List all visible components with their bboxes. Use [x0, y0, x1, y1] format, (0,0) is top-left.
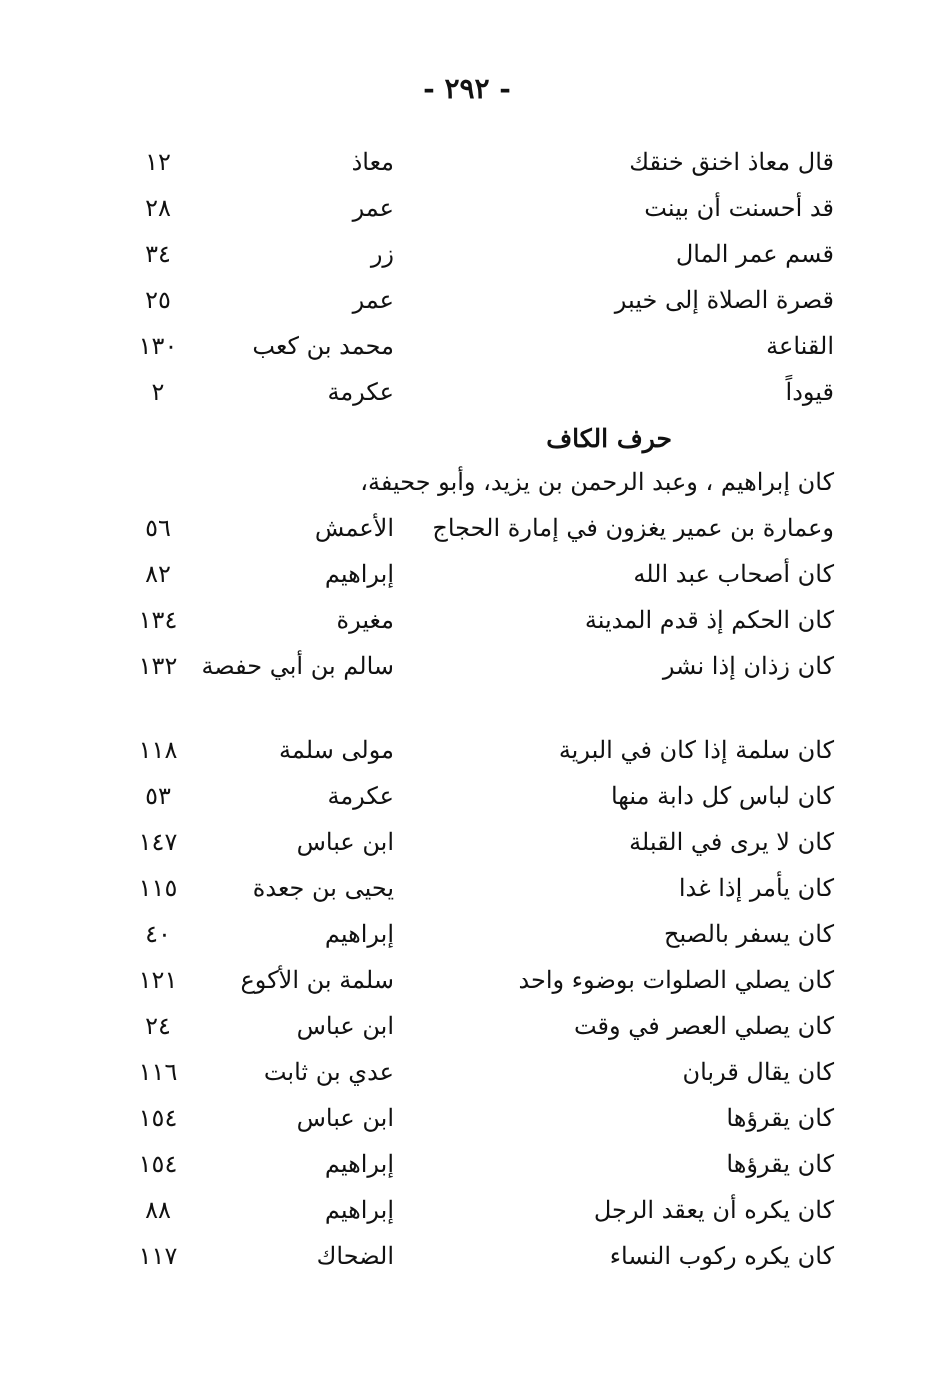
- index-row: [0, 1150, 934, 1190]
- entry-narrator: عمر: [352, 286, 394, 314]
- entry-narrator: معاذ: [351, 148, 394, 176]
- entry-narrator: الضحاك: [316, 1242, 394, 1270]
- page-number: - ٢٩٢ -: [423, 72, 511, 105]
- entry-number: ٨٢: [145, 560, 171, 588]
- entry-number: ١١٧: [138, 1242, 178, 1270]
- entry-title: قسم عمر المال: [675, 240, 834, 268]
- entry-title: كان يأمر إذا غدا: [678, 874, 834, 902]
- entry-title: قد أحسنت أن بينت: [644, 194, 834, 222]
- entry-narrator: عكرمة: [327, 782, 394, 810]
- entry-number: ١٥٤: [138, 1104, 178, 1132]
- index-row: [0, 560, 934, 600]
- entry-narrator: زر: [370, 240, 394, 268]
- entry-title: كان يكره أن يعقد الرجل: [593, 1196, 834, 1224]
- entry-title: قيوداً: [785, 378, 834, 406]
- entry-title: قال معاذ اخنق خنقك: [629, 148, 834, 176]
- index-row: [0, 736, 934, 776]
- entry-narrator: عمر: [352, 194, 394, 222]
- entry-number: ١١٥: [138, 874, 178, 902]
- entry-title: كان يصلي العصر في وقت: [573, 1012, 834, 1040]
- index-row: [0, 966, 934, 1006]
- index-row: [0, 828, 934, 868]
- entry-number: ٢: [151, 378, 165, 406]
- index-row: [0, 194, 934, 234]
- entry-title: كان يسفر بالصبح: [664, 920, 834, 948]
- entry-narrator: مولى سلمة: [279, 736, 394, 764]
- entry-title: كان يقرؤها: [726, 1150, 834, 1178]
- entry-narrator: إبراهيم: [324, 1196, 394, 1224]
- index-row: [0, 148, 934, 188]
- entry-title: كان زذان إذا نشر: [662, 652, 834, 680]
- entry-number: ٢٨: [145, 194, 171, 222]
- entry-number: ٥٣: [145, 782, 171, 810]
- index-row: [0, 1104, 934, 1144]
- entry-narrator: إبراهيم: [324, 920, 394, 948]
- index-row: [0, 606, 934, 646]
- entry-title: القناعة: [766, 332, 834, 360]
- entry-title: كان يصلي الصلوات بوضوء واحد: [518, 966, 834, 994]
- entry-number: ٤٠: [145, 920, 171, 948]
- entry-narrator: الأعمش: [314, 514, 394, 542]
- index-row: [0, 378, 934, 418]
- index-row: [0, 514, 934, 554]
- entry-number: ٥٦: [145, 514, 171, 542]
- entry-title: كان لباس كل دابة منها: [610, 782, 834, 810]
- index-row: [0, 782, 934, 822]
- index-row: [0, 920, 934, 960]
- entry-number: ١١٦: [138, 1058, 178, 1086]
- entry-number: ٢٥: [145, 286, 171, 314]
- entry-title: كان يقرؤها: [726, 1104, 834, 1132]
- index-row: [0, 1012, 934, 1052]
- entry-number: ٢٤: [145, 1012, 171, 1040]
- entry-title: كان لا يرى في القبلة: [629, 828, 834, 856]
- index-row: [0, 1196, 934, 1236]
- entry-narrator: ابن عباس: [296, 1104, 394, 1132]
- entry-title: كان يقال قربان: [682, 1058, 834, 1086]
- entry-title: وعمارة بن عمير يغزون في إمارة الحجاج: [432, 514, 834, 542]
- entry-number: ١١٨: [138, 736, 178, 764]
- entry-number: ١٢: [145, 148, 171, 176]
- index-row: [0, 286, 934, 326]
- entry-narrator: ابن عباس: [296, 828, 394, 856]
- index-row: [0, 874, 934, 914]
- index-row: [0, 1058, 934, 1098]
- entry-narrator: إبراهيم: [324, 560, 394, 588]
- entry-number: ١٥٤: [138, 1150, 178, 1178]
- index-row: [0, 1242, 934, 1282]
- entry-title: كان الحكم إذ قدم المدينة: [584, 606, 834, 634]
- index-row: [0, 240, 934, 280]
- entry-number: ١٤٧: [138, 828, 178, 856]
- entry-narrator: محمد بن كعب: [252, 332, 394, 360]
- section-heading-text: حرف الكاف: [546, 424, 672, 453]
- entry-number: ١٢١: [138, 966, 178, 994]
- entry-narrator: عدي بن ثابت: [263, 1058, 394, 1086]
- entry-number: ١٣٤: [138, 606, 178, 634]
- entry-title: كان سلمة إذا كان في البرية: [558, 736, 834, 764]
- entry-number: ٣٤: [145, 240, 171, 268]
- index-row: [0, 652, 934, 692]
- entry-narrator: ابن عباس: [296, 1012, 394, 1040]
- entry-number: ١٣٠: [138, 332, 178, 360]
- entry-title: قصرة الصلاة إلى خيبر: [614, 286, 834, 314]
- entry-title: كان يكره ركوب النساء: [609, 1242, 834, 1270]
- entry-title: كان أصحاب عبد الله: [633, 560, 834, 588]
- entry-number: ١٣٢: [138, 652, 178, 680]
- entry-narrator: عكرمة: [327, 378, 394, 406]
- intro-line-text: كان إبراهيم ، وعبد الرحمن بن يزيد، وأبو جحيفة،: [360, 468, 834, 496]
- entry-narrator: مغيرة: [336, 606, 394, 634]
- entry-narrator: إبراهيم: [324, 1150, 394, 1178]
- entry-narrator: يحيى بن جعدة: [252, 874, 394, 902]
- entry-narrator: سلمة بن الأكوع: [240, 966, 394, 994]
- entry-number: ٨٨: [145, 1196, 171, 1224]
- intro-line: [0, 468, 934, 508]
- index-row: [0, 332, 934, 372]
- entry-narrator: سالم بن أبي حفصة: [201, 652, 394, 680]
